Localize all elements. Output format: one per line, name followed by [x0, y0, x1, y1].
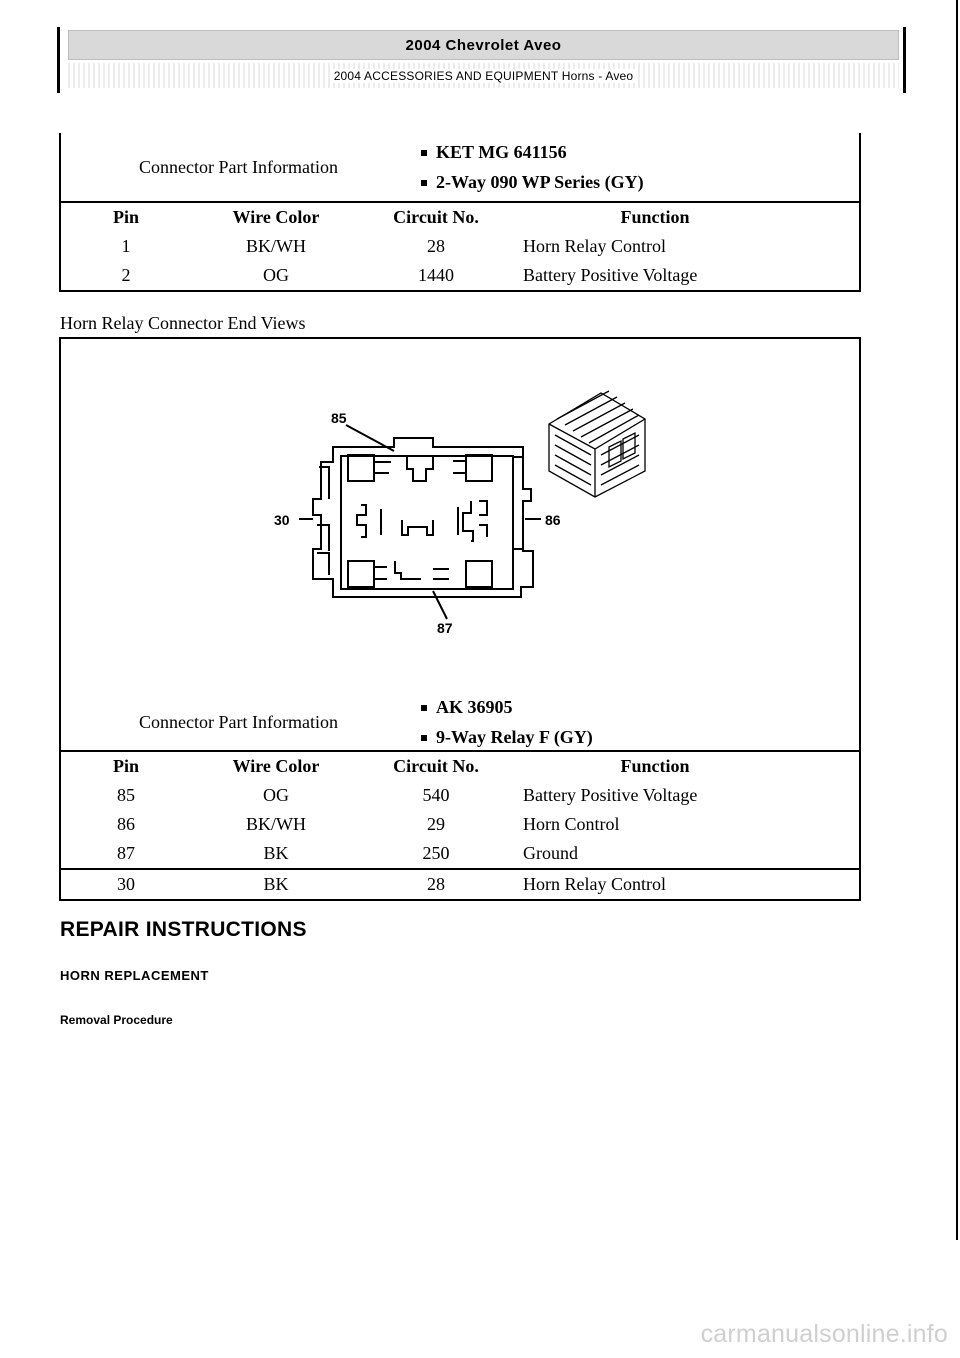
connector-part-item: 9-Way Relay F (GY) [416, 722, 593, 752]
cell-pin: 87 [117, 843, 135, 863]
relay-connector-drawing [61, 339, 863, 749]
header-function: Function [620, 207, 690, 227]
document-subtitle: 2004 ACCESSORIES AND EQUIPMENT Horns - Aveo [330, 69, 638, 83]
cell-function: Horn Control [523, 814, 620, 834]
document-title: 2004 Chevrolet Aveo [68, 30, 899, 60]
cell-circuit-no: 28 [427, 236, 445, 256]
table-row [61, 868, 859, 899]
connector-table-1 [59, 133, 861, 292]
pin-label-87: 87 [437, 620, 453, 636]
removal-procedure-heading: Removal Procedure [60, 1013, 173, 1027]
connector-table-2 [59, 694, 861, 901]
connector-end-view-diagram [59, 337, 861, 747]
connector-part-info-list [416, 692, 593, 752]
connector-part-info-row [61, 133, 859, 203]
page-edge-line [956, 0, 958, 1240]
table-row [61, 810, 859, 839]
cell-pin: 1 [121, 236, 131, 256]
cell-pin: 86 [117, 814, 135, 834]
header-function: Function [620, 756, 690, 776]
header-pin: Pin [112, 207, 139, 227]
cell-wire-color: OG [263, 265, 289, 285]
pin-label-85: 85 [331, 410, 347, 426]
table-row [61, 232, 859, 261]
cell-pin: 85 [117, 785, 135, 805]
cell-wire-color: BK [263, 874, 289, 894]
document-subtitle-bar [68, 63, 899, 88]
table-row [61, 781, 859, 810]
cell-function: Horn Relay Control [523, 874, 666, 894]
table-header-row [61, 752, 859, 781]
cell-function: Ground [523, 843, 578, 863]
header-wire-color: Wire Color [232, 756, 320, 776]
pin-label-30: 30 [274, 512, 290, 528]
cell-circuit-no: 28 [427, 874, 445, 894]
table-header-row [61, 203, 859, 232]
cell-pin: 2 [121, 265, 131, 285]
connector-part-item: 2-Way 090 WP Series (GY) [416, 167, 644, 197]
cell-circuit-no: 29 [427, 814, 445, 834]
header-wire-color: Wire Color [232, 207, 320, 227]
diagram-caption: Horn Relay Connector End Views [60, 313, 306, 333]
cell-wire-color: OG [263, 785, 289, 805]
connector-part-info-label: Connector Part Information [139, 156, 338, 177]
connector-part-info-list [416, 137, 644, 197]
table-row [61, 261, 859, 290]
horn-replacement-heading: HORN REPLACEMENT [60, 968, 209, 983]
document-header [57, 27, 906, 93]
cell-wire-color: BK/WH [246, 814, 306, 834]
table-row [61, 839, 859, 868]
cell-function: Horn Relay Control [523, 236, 666, 256]
site-watermark: carmanualsonline.info [700, 1320, 948, 1348]
cell-circuit-no: 250 [422, 843, 450, 863]
header-circuit-no: Circuit No. [393, 207, 479, 227]
pin-label-86: 86 [545, 512, 561, 528]
connector-part-info-label: Connector Part Information [139, 711, 338, 732]
cell-function: Battery Positive Voltage [523, 265, 698, 285]
header-pin: Pin [112, 756, 139, 776]
repair-instructions-heading: REPAIR INSTRUCTIONS [60, 918, 307, 941]
connector-part-item: AK 36905 [416, 692, 593, 722]
header-circuit-no: Circuit No. [393, 756, 479, 776]
cell-function: Battery Positive Voltage [523, 785, 698, 805]
cell-circuit-no: 540 [422, 785, 450, 805]
cell-wire-color: BK/WH [246, 236, 306, 256]
cell-circuit-no: 1440 [418, 265, 454, 285]
connector-part-info-row [61, 694, 859, 752]
cell-pin: 30 [117, 874, 135, 894]
connector-part-item: KET MG 641156 [416, 137, 644, 167]
cell-wire-color: BK [263, 843, 289, 863]
